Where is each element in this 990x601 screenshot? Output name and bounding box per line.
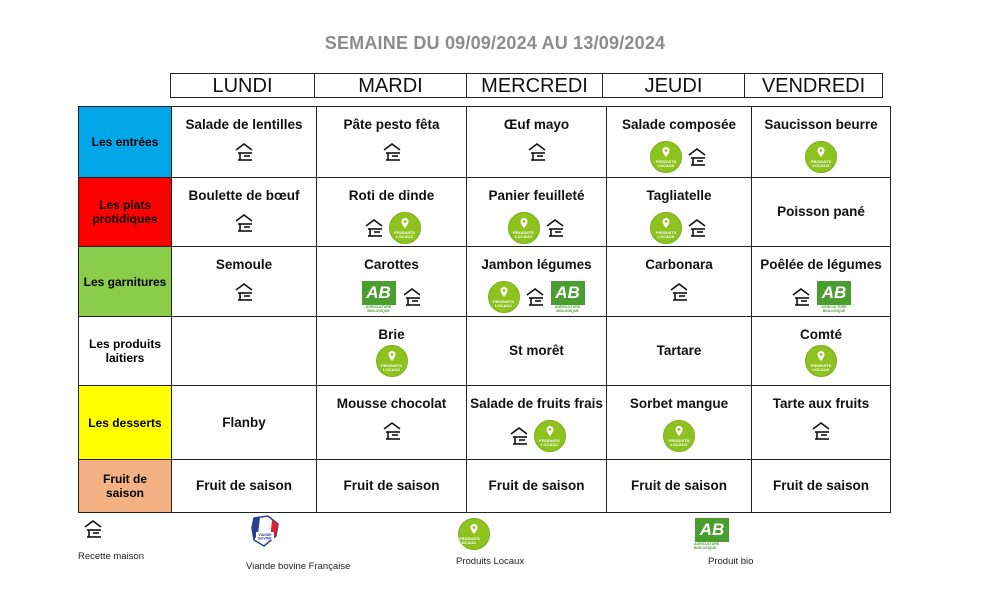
recette-maison-icon [686,146,708,168]
dish-name: Mousse chocolat [336,396,447,411]
menu-cell [607,460,752,512]
recette-maison-icon [508,425,530,447]
dish-name: Tagliatelle [646,188,712,203]
dish-labels [810,420,832,442]
recette-maison-icon [686,217,708,239]
ab-logo-subtext: AGRICULTURE BIOLOGIQUE [365,305,392,313]
produits-locaux-icon [805,345,837,377]
dish-name: Fruit de saison [195,478,293,493]
dish-labels [233,212,255,234]
menu-cell [752,460,890,512]
category-label: Les plats protidiques [79,178,172,247]
menu-cell [752,178,890,247]
ab-logo-subtext: AGRICULTURE BIOLOGIQUE [554,305,581,313]
dish-name: Boulette de bœuf [188,188,300,203]
menu-cell [752,107,890,178]
dish-name: Carbonara [645,257,713,272]
menu-cell [467,386,607,460]
recette-maison-icon [233,281,255,303]
menu-cell [607,107,752,178]
menu-cell [752,386,890,460]
produits-locaux-icon [508,212,540,244]
recette-maison-icon [381,420,403,442]
produits-locaux-text: PRODUITS LOCAUX [810,363,832,372]
dish-labels [526,141,548,163]
dish-name: Salade composée [621,117,737,132]
menu-cell [752,317,890,386]
dish-labels [508,420,566,452]
category-label: Les desserts [79,386,172,460]
dish-labels [508,212,566,244]
produits-locaux-icon [458,518,490,550]
legend-item-produits-locaux [456,518,524,567]
menu-cell [317,247,467,317]
menu-cell [317,460,467,512]
day-header-mercredi: MERCREDI [467,74,603,97]
dish-name: St morêt [509,343,564,358]
menu-cell [172,107,317,178]
produits-locaux-icon [650,141,682,173]
dish-name: Poêlée de légumes [760,257,882,272]
dish-name: Fruit de saison [343,478,440,493]
dish-labels [233,281,255,303]
menu-cell [607,247,752,317]
recette-maison-icon [233,141,255,163]
menu-cell [172,386,317,460]
legend-label: Viande bovine Française [246,561,351,572]
legend-label: Produit bio [708,556,754,567]
produits-locaux-icon [458,518,490,550]
produits-locaux-text: PRODUITS LOCAUX [655,159,677,168]
category-label: Les entrées [79,107,172,178]
agriculture-biologique-icon [816,281,852,313]
legend-label: Produits Locaux [456,556,525,567]
recette-maison-icon [668,281,690,303]
category-label: Les garnitures [79,247,172,317]
menu-cell [317,317,467,386]
produits-locaux-text: PRODUITS LOCAUX [668,438,690,447]
recette-maison-icon [381,141,403,163]
ab-logo-text: AB [817,281,851,305]
dish-name: Flanby [222,414,266,430]
produits-locaux-icon [488,281,520,313]
dish-name: Fruit de saison [772,478,870,493]
produits-locaux-icon [650,212,682,244]
menu-cell [607,317,752,386]
produits-locaux-text: PRODUITS LOCAUX [459,536,480,545]
menu-cell [172,317,317,386]
dish-name: Salade de lentilles [185,117,303,132]
recette-maison-icon [524,286,546,308]
legend-item-produit-bio [694,518,753,567]
day-header-row [170,73,883,98]
dish-name: Panier feuilleté [488,188,585,203]
dish-labels [233,141,255,163]
dish-labels [805,141,837,173]
recette-maison-icon [401,286,423,308]
category-label: Les produits laitiers [79,317,172,386]
menu-cell [317,386,467,460]
produits-locaux-text: PRODUITS LOCAUX [513,230,534,239]
menu-cell [467,107,607,178]
dish-name: Tartare [656,343,702,358]
recette-maison-icon [810,420,832,442]
dish-name: Pâte pesto fêta [343,117,440,132]
legend [0,518,990,578]
produits-locaux-text: PRODUITS LOCAUX [810,159,832,168]
day-header-mardi: MARDI [315,74,467,97]
menu-cell [172,178,317,247]
menu-cell [607,386,752,460]
dish-labels [381,141,403,163]
menu-cell [607,178,752,247]
menu-cell [467,178,607,247]
recette-maison-icon [363,217,385,239]
agriculture-biologique-icon [694,518,730,550]
dish-name: Sorbet mangue [629,396,729,411]
legend-item-viande-bovine [246,514,350,572]
produits-locaux-text: PRODUITS LOCAUX [493,299,514,308]
dish-name: Fruit de saison [488,478,585,493]
dish-labels [361,281,423,313]
produits-locaux-text: PRODUITS LOCAUX [394,230,415,239]
produits-locaux-icon [534,420,566,452]
svg-text:BOVINE: BOVINE [258,536,272,541]
dish-labels [650,212,708,244]
recette-maison-icon [544,217,566,239]
agriculture-biologique-icon [361,281,397,313]
produits-locaux-icon [376,345,408,377]
produits-locaux-text: PRODUITS LOCAUX [655,230,677,239]
dish-name: Saucisson beurre [764,117,878,132]
recette-maison-icon [526,141,548,163]
house-icon [82,518,104,545]
agriculture-biologique-icon [694,518,730,550]
ab-logo-text: AB [695,518,729,542]
produits-locaux-icon [389,212,421,244]
dish-name: Œuf mayo [503,117,570,132]
dish-name: Fruit de saison [630,478,728,493]
viande-bovine-francaise-icon [248,514,282,555]
legend-label: Recette maison [78,551,145,562]
dish-labels [376,345,408,377]
menu-cell [467,460,607,512]
day-header-vendredi: VENDREDI [761,75,866,97]
svg-text:VIANDE: VIANDE [258,533,272,537]
dish-name: Roti de dinde [348,188,435,203]
dish-name: Carottes [364,257,419,272]
dish-labels [668,281,690,303]
produits-locaux-icon [663,420,695,452]
dish-name: Jambon légumes [481,257,592,272]
ab-logo-text: AB [551,281,585,305]
dish-labels [650,141,708,173]
menu-cell [172,460,317,512]
ab-logo-subtext: AGRICULTURE BIOLOGIQUE [821,305,847,313]
dish-labels [790,281,852,313]
produits-locaux-text: PRODUITS LOCAUX [539,438,560,447]
dish-labels [805,345,837,377]
agriculture-biologique-icon [550,281,586,313]
recette-maison-icon [233,212,255,234]
dish-name: Poisson pané [777,204,865,219]
menu-grid [78,106,891,513]
menu-cell [317,107,467,178]
menu-cell [467,317,607,386]
legend-item-recette-maison [78,518,144,562]
recette-maison-icon [790,286,812,308]
menu-cell [172,247,317,317]
dish-labels [381,420,403,442]
page-title: SEMAINE DU 09/09/2024 AU 13/09/2024 [324,33,666,53]
dish-name: Comté [799,327,842,342]
ab-logo-text: AB [362,281,396,305]
dish-name: Salade de fruits frais [470,396,603,411]
dish-labels [488,281,586,313]
dish-name: Semoule [215,257,273,272]
dish-name: Tarte aux fruits [772,396,870,411]
dish-labels [663,420,695,452]
ab-logo-subtext: AGRICULTURE BIOLOGIQUE [694,542,720,550]
day-header-jeudi: JEUDI [603,74,745,97]
produits-locaux-text: PRODUITS LOCAUX [381,363,402,372]
dish-labels [363,212,421,244]
produits-locaux-icon [805,141,837,173]
menu-cell [752,247,890,317]
menu-cell [467,247,607,317]
day-header-lundi: LUNDI [171,74,315,97]
dish-name: Brie [378,327,405,342]
category-label: Fruit de saison [79,460,172,512]
menu-cell [317,178,467,247]
